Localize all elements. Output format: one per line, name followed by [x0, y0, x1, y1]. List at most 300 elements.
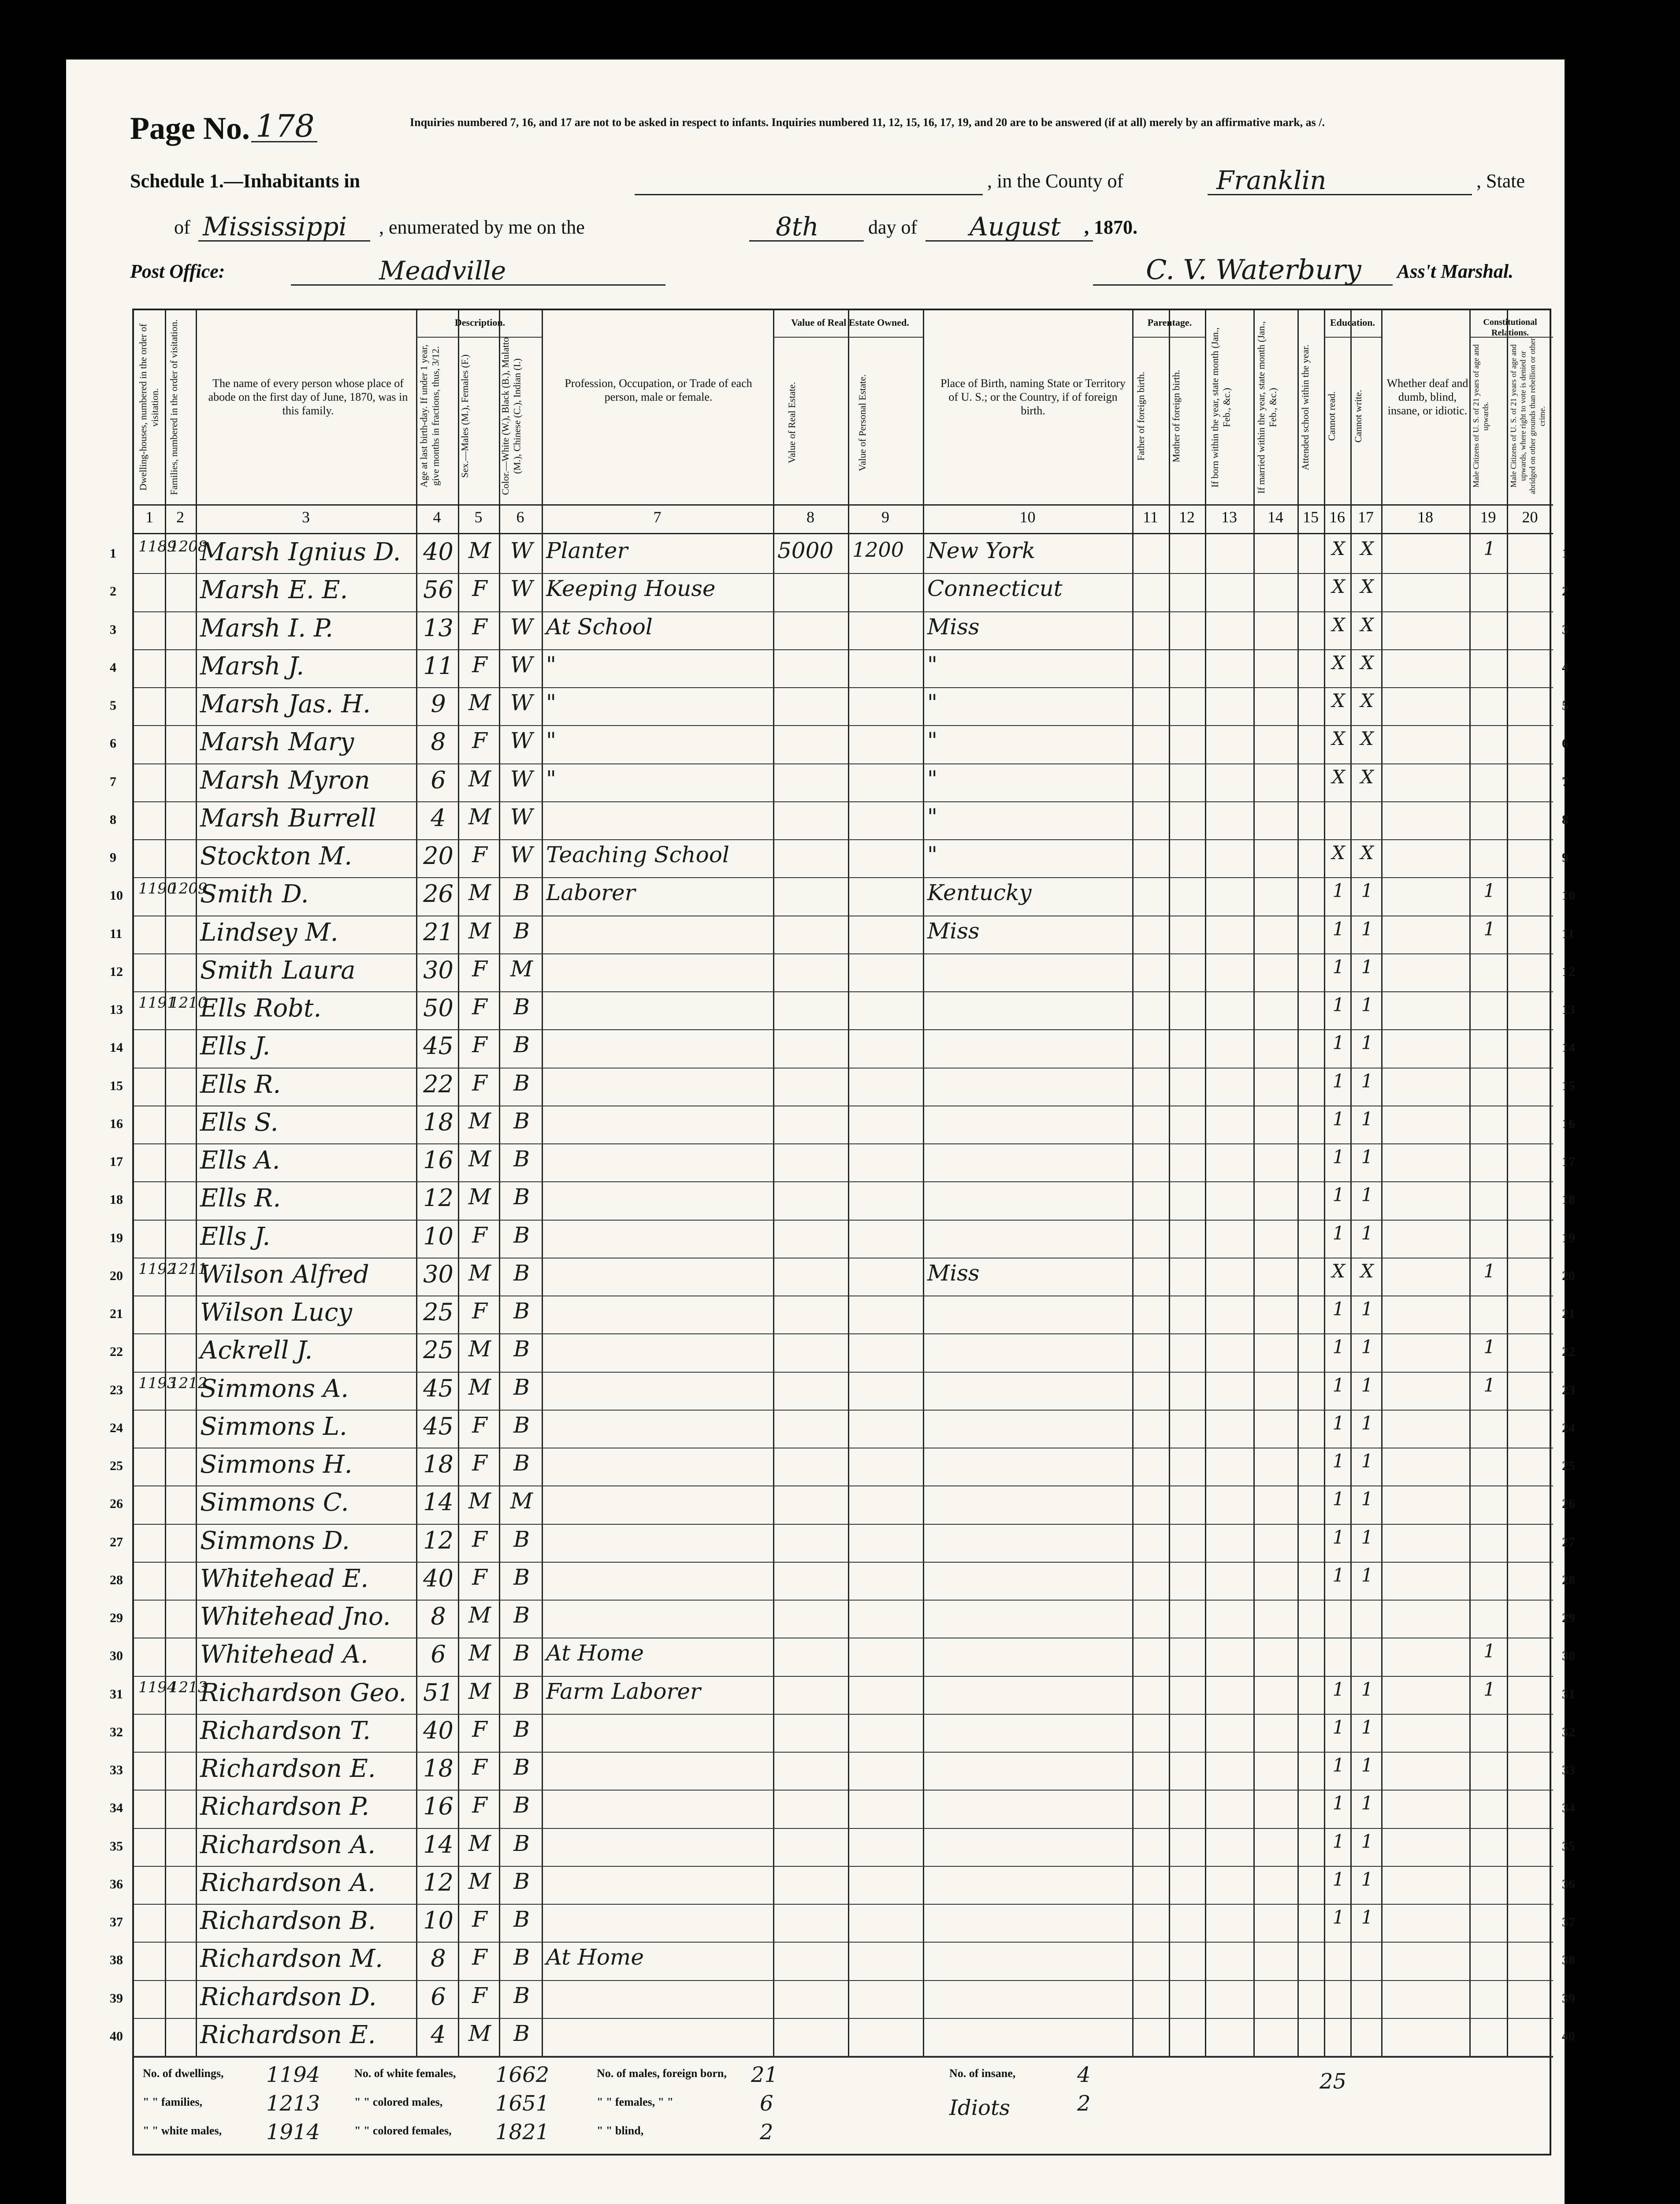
age-value: 16: [423, 1146, 453, 1174]
person-name: Ackrell J.: [200, 1336, 313, 1365]
sex-value: M: [468, 1336, 491, 1362]
row-rule: [134, 1790, 1553, 1791]
col-father-foreign-header: Father of foreign birth.: [1135, 372, 1146, 461]
colored-males-value: 1651: [495, 2091, 550, 2116]
post-office-label: Post Office:: [130, 261, 225, 282]
column-rule: [499, 310, 500, 2056]
line-number-left: 12: [110, 964, 123, 979]
line-number-left: 6: [110, 736, 116, 751]
age-value: 8: [431, 728, 446, 756]
sex-value: M: [468, 1260, 491, 1286]
line-number-right: 31: [1562, 1687, 1575, 1701]
cannot-write-mark: 1: [1361, 1374, 1373, 1396]
col-mother-foreign-header: Mother of foreign birth.: [1171, 369, 1182, 463]
line-number-right: 23: [1562, 1382, 1575, 1397]
year-label: , 1870.: [1084, 216, 1137, 238]
column-rule: [1169, 310, 1170, 2056]
person-name: Marsh E. E.: [200, 576, 348, 605]
age-value: 12: [423, 1184, 453, 1212]
line-number-right: 27: [1562, 1534, 1575, 1549]
cannot-read-mark: 1: [1332, 994, 1345, 1016]
sex-value: M: [468, 538, 491, 563]
line-number-right: 25: [1562, 1459, 1575, 1473]
row-rule: [134, 687, 1553, 688]
row-rule: [134, 2018, 1553, 2019]
row-rule: [134, 2056, 1553, 2057]
citizen-mark: 1: [1483, 538, 1495, 559]
color-value: B: [513, 2020, 530, 2046]
birthplace-value: ": [927, 652, 937, 678]
color-value: B: [513, 1526, 530, 1552]
color-value: B: [513, 1716, 530, 1742]
col-deaf-header: Whether deaf and dumb, blind, insane, or idiotic.: [1386, 377, 1468, 417]
cannot-write-mark: 1: [1361, 1298, 1373, 1320]
row-rule: [134, 649, 1553, 650]
family-number: 1210: [169, 994, 208, 1012]
row-rule: [134, 1485, 1553, 1486]
age-value: 6: [431, 1640, 446, 1668]
line-number-left: 40: [110, 2029, 123, 2044]
family-number: 1209: [169, 880, 208, 898]
column-rule: [458, 310, 459, 2056]
cannot-read-mark: 1: [1332, 1070, 1345, 1092]
person-name: Smith D.: [200, 880, 309, 909]
age-value: 30: [423, 1260, 453, 1288]
cannot-write-mark: 1: [1361, 1868, 1373, 1890]
dwelling-number: 1193: [138, 1374, 177, 1392]
column-rule: [1469, 310, 1471, 2056]
col-description-header: Description.: [454, 317, 505, 328]
color-value: B: [513, 1830, 530, 1856]
marshal-underline: [1093, 284, 1393, 286]
color-value: B: [513, 1754, 530, 1780]
line-number-left: 10: [110, 888, 123, 903]
cannot-write-mark: 1: [1361, 1184, 1373, 1206]
birthplace-value: ": [927, 766, 937, 792]
column-number: 17: [1358, 508, 1374, 526]
white-females-value: 1662: [495, 2063, 550, 2087]
females-foreign-label: " " females, " ": [597, 2096, 673, 2108]
age-value: 16: [423, 1792, 453, 1821]
column-rule: [196, 310, 197, 2056]
row-rule: [134, 1143, 1553, 1144]
group-header-rule: [1469, 337, 1553, 338]
col-married-within-year-header: If married within the year, state month (Jan., Feb., &c.): [1256, 321, 1279, 494]
birthplace-value: Miss: [927, 1260, 980, 1286]
col-color-header: Color.—White (W.), Black (B.), Mulatto (M.), Chinese (C.), Indian (I.): [500, 337, 523, 495]
dwelling-number: 1189: [138, 538, 177, 555]
col-sex-header: Sex.—Males (M.), Females (F.): [459, 354, 470, 478]
person-name: Richardson D.: [200, 1982, 377, 2011]
page-number: 178: [256, 108, 315, 144]
age-value: 20: [423, 842, 453, 870]
column-number: 10: [1019, 508, 1036, 526]
line-number-right: 29: [1562, 1611, 1575, 1625]
sex-value: F: [472, 652, 487, 678]
line-number-left: 17: [110, 1154, 123, 1169]
color-value: W: [510, 576, 533, 602]
citizen-mark: 1: [1483, 918, 1495, 940]
line-number-left: 4: [110, 660, 116, 675]
citizen-mark: 1: [1483, 1260, 1495, 1282]
sex-value: M: [468, 1488, 491, 1514]
sex-value: M: [468, 1640, 491, 1666]
person-name: Lindsey M.: [200, 918, 338, 947]
person-name: Wilson Lucy: [200, 1298, 352, 1327]
line-number-right: 33: [1562, 1763, 1575, 1777]
person-name: Marsh Mary: [200, 728, 354, 757]
cannot-write-mark: X: [1360, 728, 1374, 750]
state-underline: [198, 240, 370, 242]
sex-value: F: [472, 576, 487, 602]
sex-value: M: [468, 1602, 491, 1628]
cannot-read-mark: X: [1332, 728, 1345, 750]
person-name: Marsh Myron: [200, 766, 370, 795]
post-office-value: Meadville: [379, 256, 506, 286]
cannot-write-mark: 1: [1361, 1412, 1373, 1434]
family-number: 1212: [169, 1374, 208, 1392]
column-rule: [416, 310, 417, 2056]
sex-value: M: [468, 1184, 491, 1210]
line-number-left: 39: [110, 1991, 123, 2006]
col-birthplace-header: Place of Birth, naming State or Territory of U. S.; or the Country, if of foreign birth.: [940, 377, 1126, 417]
age-value: 8: [431, 1944, 446, 1973]
column-rule: [923, 310, 924, 2056]
cannot-write-mark: 1: [1361, 956, 1373, 978]
color-value: W: [510, 538, 533, 563]
line-number-left: 3: [110, 622, 116, 637]
cannot-read-mark: 1: [1332, 1488, 1345, 1510]
row-rule: [134, 1220, 1553, 1221]
color-value: B: [513, 918, 530, 944]
line-number-left: 15: [110, 1078, 123, 1093]
color-value: B: [513, 1374, 530, 1400]
group-header-rule: [1324, 337, 1381, 338]
age-value: 51: [423, 1678, 453, 1706]
person-name: Richardson T.: [200, 1716, 371, 1745]
birthplace-value: ": [927, 842, 937, 867]
color-value: W: [510, 690, 533, 715]
occupation-value: At Home: [546, 1944, 644, 1970]
line-number-left: 18: [110, 1192, 123, 1207]
person-name: Smith Laura: [200, 956, 356, 985]
cannot-write-mark: 1: [1361, 1754, 1373, 1776]
column-number: 9: [881, 508, 889, 526]
color-value: B: [513, 1944, 530, 1970]
enumerated-label: , enumerated by me on the: [379, 216, 585, 238]
line-number-left: 21: [110, 1307, 123, 1321]
col-cannot-write-header: Cannot write.: [1353, 390, 1364, 443]
line-number-left: 36: [110, 1876, 123, 1891]
state-value: Mississippi: [203, 212, 347, 242]
col-occupation-header: Profession, Occupation, or Trade of each person, male or female.: [565, 377, 752, 404]
cannot-read-mark: 1: [1332, 1108, 1345, 1130]
cannot-write-mark: X: [1360, 614, 1374, 636]
line-number-left: 20: [110, 1268, 123, 1283]
occupation-value: At School: [546, 614, 653, 640]
column-number: 16: [1329, 508, 1345, 526]
sex-value: M: [468, 1868, 491, 1894]
age-value: 18: [423, 1108, 453, 1136]
cannot-read-mark: 1: [1332, 1564, 1345, 1586]
line-number-left: 28: [110, 1572, 123, 1587]
col-name-header: The name of every person whose place of abode on the first day of June, 1870, was in this family.: [208, 377, 408, 417]
cannot-read-mark: 1: [1332, 1032, 1345, 1054]
person-name: Marsh J.: [200, 652, 305, 681]
occupation-value: ": [546, 766, 556, 792]
age-value: 40: [423, 538, 453, 566]
person-name: Marsh Burrell: [200, 804, 376, 833]
sex-value: M: [468, 2020, 491, 2046]
column-number: 15: [1303, 508, 1319, 526]
person-name: Marsh Jas. H.: [200, 690, 371, 719]
age-value: 45: [423, 1412, 453, 1440]
age-value: 12: [423, 1868, 453, 1896]
cannot-write-mark: 1: [1361, 1678, 1373, 1700]
col-real-estate-header: Value of Real Estate.: [786, 382, 797, 464]
cannot-read-mark: X: [1332, 576, 1345, 598]
person-name: Richardson B.: [200, 1906, 376, 1935]
cannot-write-mark: 1: [1361, 1070, 1373, 1092]
cannot-write-mark: 1: [1361, 1108, 1373, 1130]
age-value: 40: [423, 1564, 453, 1592]
sex-value: F: [472, 1032, 487, 1058]
cannot-write-mark: X: [1360, 652, 1374, 674]
person-name: Whitehead A.: [200, 1640, 368, 1669]
cannot-read-mark: 1: [1332, 1716, 1345, 1738]
color-value: B: [513, 1678, 530, 1704]
males-foreign-value: 21: [751, 2063, 778, 2087]
sex-value: F: [472, 1070, 487, 1096]
line-number-right: 6: [1562, 736, 1568, 751]
occupation-value: Farm Laborer: [546, 1678, 701, 1704]
line-number-right: 13: [1562, 1002, 1575, 1017]
color-value: W: [510, 728, 533, 754]
column-number: 12: [1179, 508, 1195, 526]
column-number: 11: [1143, 508, 1158, 526]
line-number-left: 8: [110, 812, 116, 827]
col-constitutional-header: Constitutional Relations.: [1483, 317, 1537, 338]
cannot-write-mark: 1: [1361, 1906, 1373, 1928]
row-rule: [134, 1600, 1553, 1601]
color-value: B: [513, 1412, 530, 1438]
cannot-read-mark: X: [1332, 842, 1345, 864]
sex-value: F: [472, 1222, 487, 1248]
age-value: 4: [431, 2020, 446, 2048]
row-rule: [134, 1181, 1553, 1182]
line-number-left: 14: [110, 1040, 123, 1055]
line-number-right: 28: [1562, 1572, 1575, 1587]
dwellings-label: No. of dwellings,: [143, 2067, 224, 2080]
age-value: 6: [431, 1982, 446, 2010]
col-dwelling-header: Dwelling-houses, numbered in the order of visitation.: [138, 324, 160, 491]
color-value: B: [513, 994, 530, 1020]
cannot-read-mark: 1: [1332, 1222, 1345, 1244]
row-rule: [134, 1524, 1553, 1525]
occupation-value: Teaching School: [546, 842, 729, 867]
age-value: 45: [423, 1032, 453, 1060]
age-value: 18: [423, 1450, 453, 1478]
sex-value: M: [468, 804, 491, 830]
column-rule: [1253, 310, 1255, 2056]
person-name: Simmons H.: [200, 1450, 353, 1479]
color-value: B: [513, 1336, 530, 1362]
cannot-read-mark: 1: [1332, 1678, 1345, 1700]
cannot-read-mark: 1: [1332, 1526, 1345, 1548]
cannot-write-mark: X: [1360, 690, 1374, 711]
column-number: 13: [1221, 508, 1237, 526]
occupation-value: Planter: [546, 538, 628, 563]
col-born-within-year-header: If born within the year, state month (Jan., Feb., &c.): [1209, 327, 1232, 488]
line-number-right: 2: [1562, 584, 1568, 599]
header-bottom-rule: [134, 504, 1553, 506]
line-number-right: 19: [1562, 1230, 1575, 1245]
age-value: 10: [423, 1906, 453, 1934]
person-name: Richardson Geo.: [200, 1678, 407, 1707]
cannot-read-mark: X: [1332, 766, 1345, 788]
row-rule: [134, 763, 1553, 764]
color-value: B: [513, 1564, 530, 1590]
person-name: Ells Robt.: [200, 994, 322, 1023]
line-number-right: 18: [1562, 1192, 1575, 1207]
line-number-left: 37: [110, 1915, 123, 1929]
age-value: 4: [431, 804, 446, 832]
color-value: W: [510, 652, 533, 678]
person-name: Simmons L.: [200, 1412, 347, 1441]
age-value: 25: [423, 1336, 453, 1364]
color-value: M: [510, 956, 533, 982]
line-number-right: 38: [1562, 1953, 1575, 1968]
cannot-write-mark: 1: [1361, 1222, 1373, 1244]
month-underline: [925, 240, 1093, 242]
age-value: 50: [423, 994, 453, 1022]
row-rule: [134, 1980, 1553, 1981]
line-number-left: 9: [110, 850, 116, 865]
color-value: W: [510, 614, 533, 640]
column-number: 8: [807, 508, 814, 526]
row-rule: [134, 1333, 1553, 1334]
sex-value: M: [468, 690, 491, 715]
line-number-left: 27: [110, 1534, 123, 1549]
col-denied-header: Male Citizens of U. S. of 21 years of age and upwards, where right to vote is denied or abridged on other grounds than rebellion or other crime.: [1509, 338, 1546, 495]
age-value: 22: [423, 1070, 453, 1098]
citizen-mark: 1: [1483, 1640, 1495, 1662]
cannot-write-mark: 1: [1361, 1526, 1373, 1548]
sex-value: M: [468, 1146, 491, 1172]
color-value: B: [513, 1868, 530, 1894]
cannot-write-mark: 1: [1361, 1488, 1373, 1510]
line-number-right: 32: [1562, 1724, 1575, 1739]
person-name: Ells J.: [200, 1032, 271, 1061]
color-value: B: [513, 1260, 530, 1286]
column-number: 7: [653, 508, 662, 526]
line-number-right: 34: [1562, 1801, 1575, 1816]
line-number-right: 21: [1562, 1307, 1575, 1321]
females-foreign-value: 6: [760, 2091, 773, 2116]
sex-value: F: [472, 1792, 487, 1818]
cannot-write-mark: 1: [1361, 1792, 1373, 1814]
color-value: B: [513, 1792, 530, 1818]
color-value: B: [513, 1108, 530, 1134]
column-rule: [542, 310, 543, 2056]
occupation-value: ": [546, 652, 556, 678]
cannot-read-mark: 1: [1332, 1450, 1345, 1472]
line-number-left: 26: [110, 1497, 123, 1512]
row-rule: [134, 1410, 1553, 1411]
education-total: 25: [1319, 2069, 1347, 2094]
post-office-underline: [291, 284, 665, 286]
row-rule: [134, 801, 1553, 802]
cannot-read-mark: 1: [1332, 1792, 1345, 1814]
cannot-read-mark: 1: [1332, 1298, 1345, 1320]
line-number-left: 22: [110, 1344, 123, 1359]
state-label: , State: [1476, 170, 1525, 192]
column-rule: [848, 310, 849, 2056]
personal-estate-value: 1200: [852, 538, 904, 562]
birthplace-value: Miss: [927, 614, 980, 640]
sex-value: M: [468, 918, 491, 944]
line-number-right: 9: [1562, 850, 1568, 865]
citizen-mark: 1: [1483, 1678, 1495, 1700]
row-rule: [134, 1372, 1553, 1373]
age-value: 56: [423, 576, 453, 604]
sex-value: F: [472, 1526, 487, 1552]
county-label: , in the County of: [987, 170, 1124, 192]
birthplace-value: ": [927, 728, 937, 754]
person-name: Richardson A.: [200, 1830, 376, 1859]
person-name: Marsh I. P.: [200, 614, 333, 643]
sex-value: M: [468, 1678, 491, 1704]
column-rule: [1381, 310, 1383, 2056]
cannot-write-mark: 1: [1361, 1830, 1373, 1852]
column-rule: [1132, 310, 1134, 2056]
cannot-write-mark: X: [1360, 538, 1374, 559]
sex-value: F: [472, 1754, 487, 1780]
day-underline: [749, 240, 864, 242]
real-estate-value: 5000: [777, 538, 834, 563]
line-number-right: 11: [1562, 926, 1575, 941]
sex-value: F: [472, 842, 487, 867]
line-number-right: 15: [1562, 1078, 1575, 1093]
sex-value: M: [468, 766, 491, 792]
row-rule: [134, 611, 1553, 612]
white-males-value: 1914: [266, 2120, 320, 2144]
color-value: B: [513, 1222, 530, 1248]
line-number-right: 26: [1562, 1497, 1575, 1512]
column-rule: [773, 310, 774, 2056]
idiots-label: Idiots: [949, 2096, 1010, 2120]
person-name: Ells S.: [200, 1108, 279, 1137]
line-number-right: 20: [1562, 1268, 1575, 1283]
cannot-read-mark: 1: [1332, 1374, 1345, 1396]
line-number-left: 23: [110, 1382, 123, 1397]
line-number-right: 3: [1562, 622, 1568, 637]
person-name: Richardson A.: [200, 1868, 376, 1897]
birthplace-value: New York: [927, 538, 1035, 563]
age-value: 26: [423, 880, 453, 908]
color-value: W: [510, 842, 533, 867]
cannot-write-mark: X: [1360, 766, 1374, 788]
line-number-left: 29: [110, 1611, 123, 1625]
color-value: B: [513, 1640, 530, 1666]
age-value: 25: [423, 1298, 453, 1326]
col-age-header: Age at last birth-day. If under 1 year, give months in fractions, thus, 3/12.: [418, 344, 441, 488]
column-rule: [1205, 310, 1206, 2056]
of-label: of: [174, 216, 190, 238]
sex-value: F: [472, 956, 487, 982]
color-value: W: [510, 766, 533, 792]
row-rule: [134, 953, 1553, 954]
